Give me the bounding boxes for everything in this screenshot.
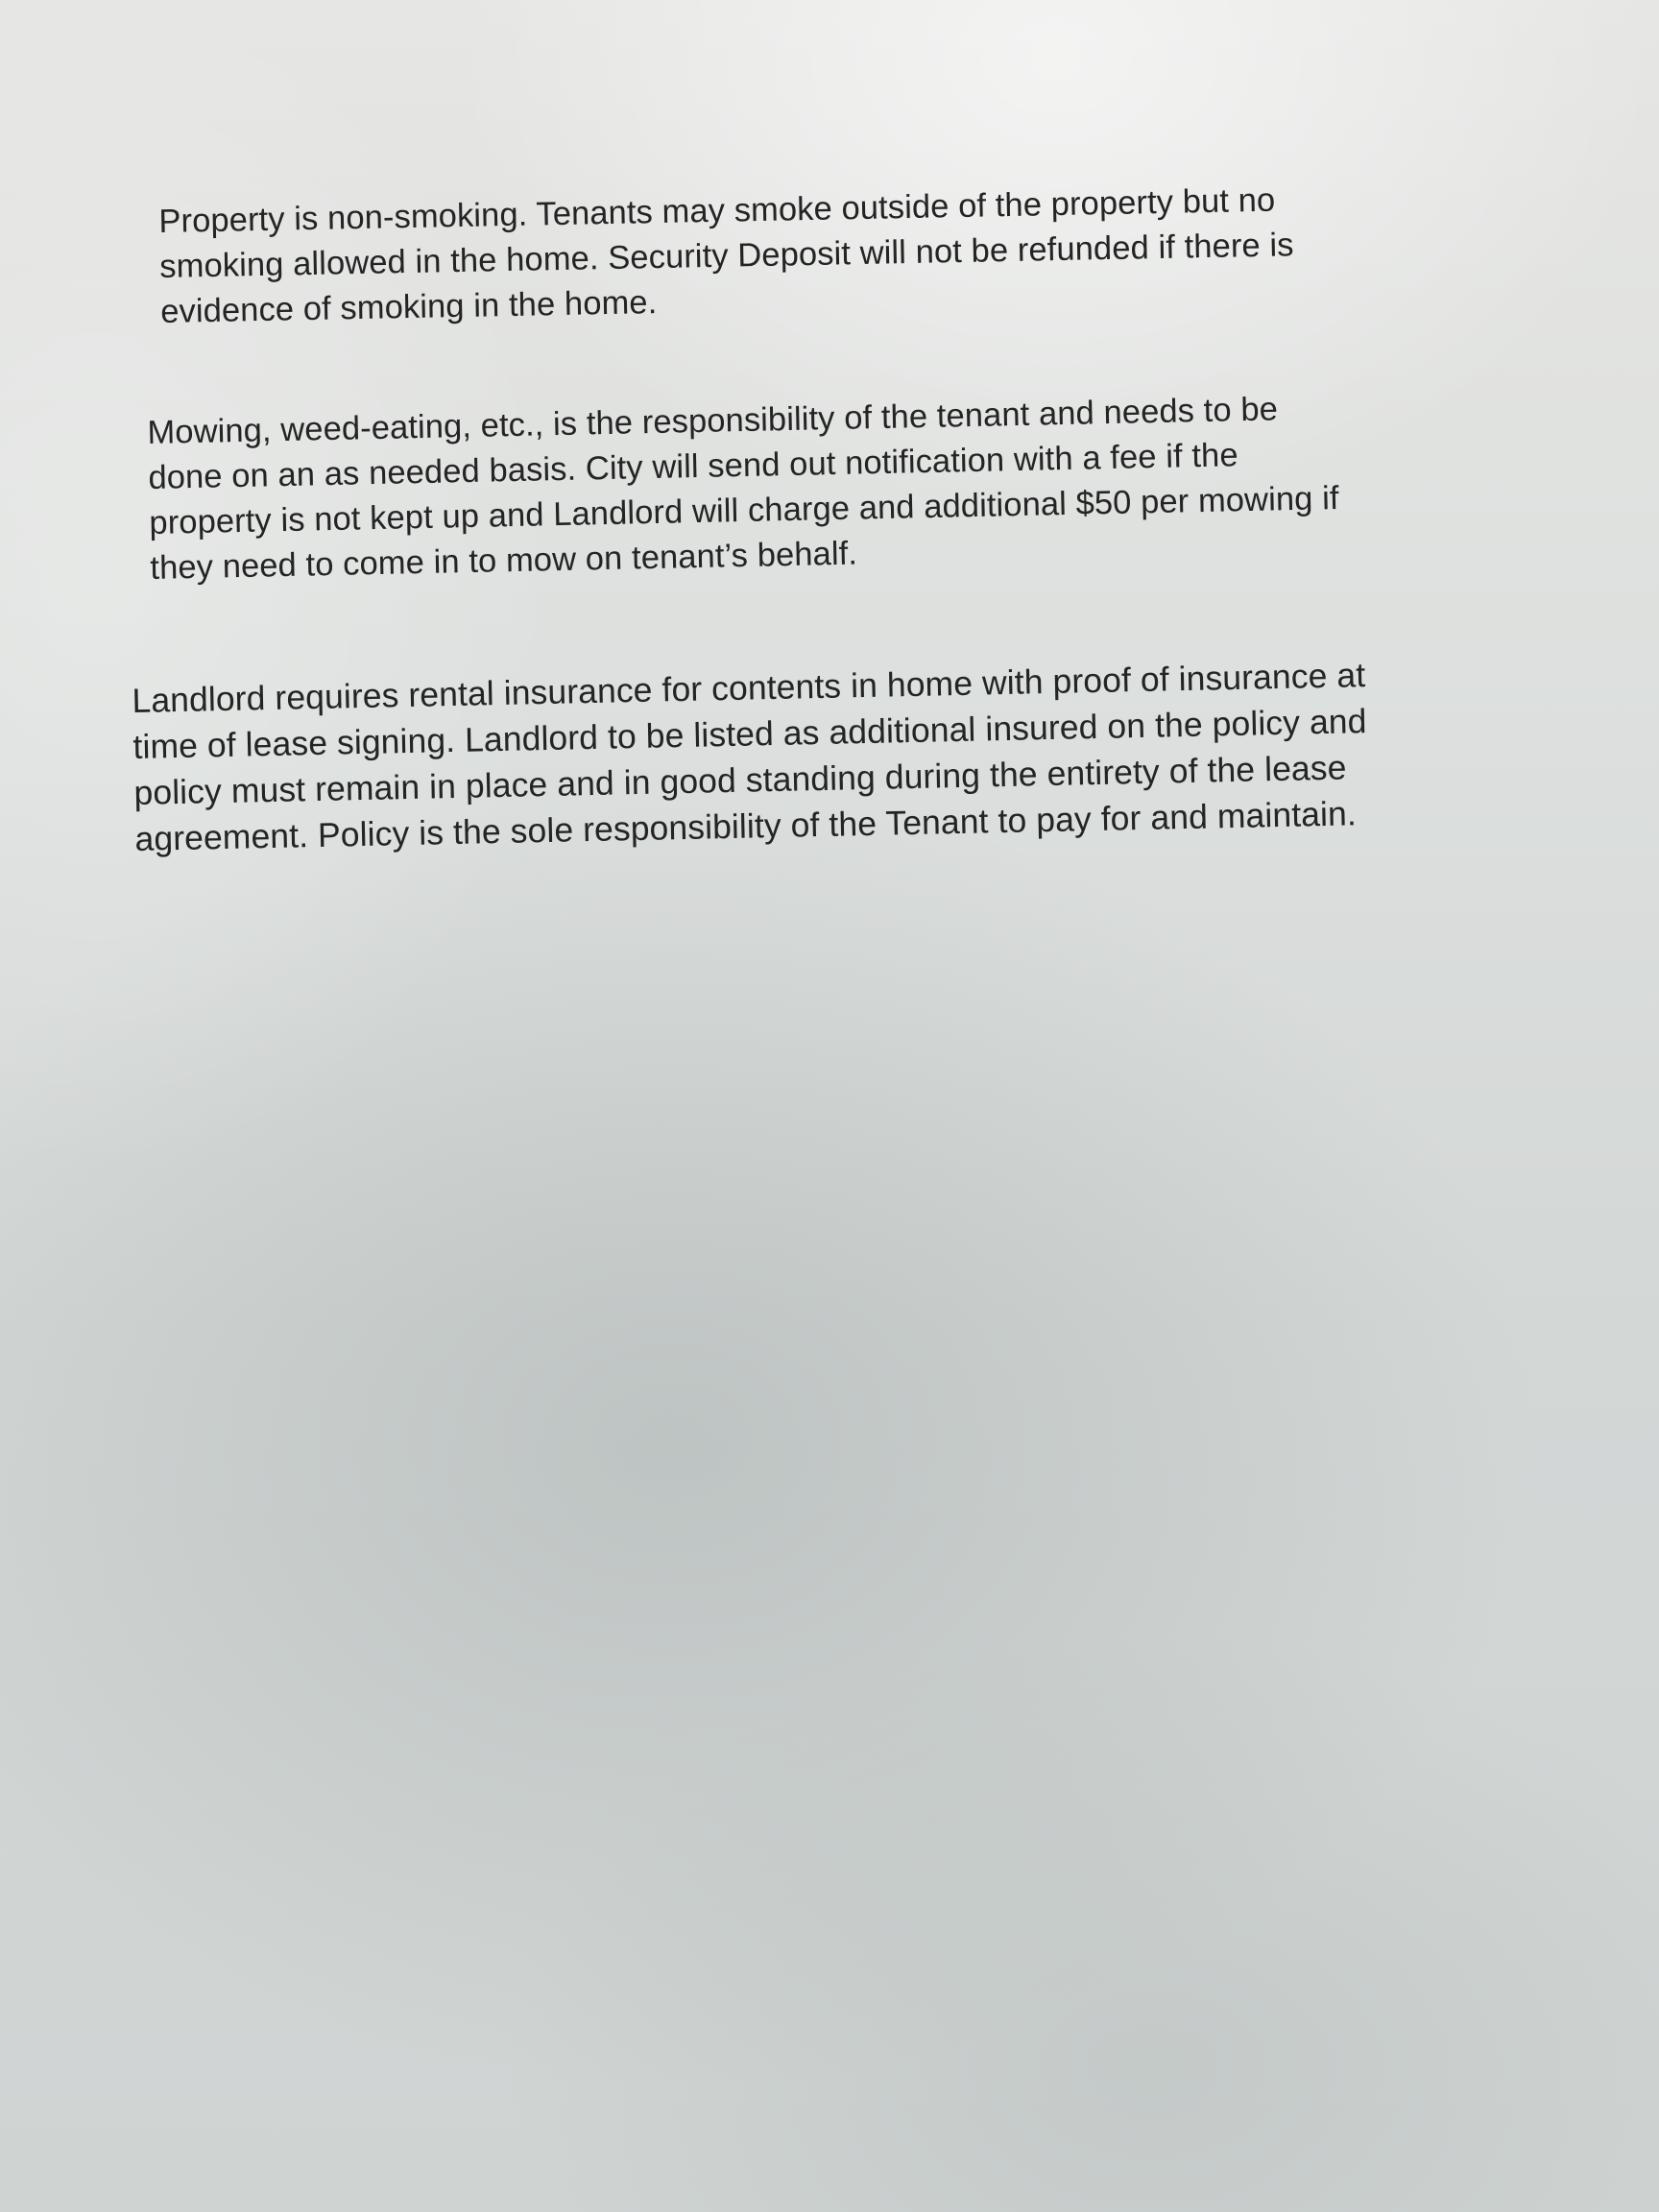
paragraph-line: time of lease signing. Landlord to be listed as additional insured on the policy and xyxy=(132,702,1367,766)
smoking-policy-paragraph xyxy=(158,178,1295,335)
insurance-policy-paragraph xyxy=(132,652,1369,862)
paragraph-line: smoking allowed in the home. Security Deposit will not be refunded if there is xyxy=(158,227,1294,285)
paragraph-line: they need to come in to mow on tenant’s behalf. xyxy=(150,535,858,587)
paragraph-line: agreement. Policy is the sole responsibility of the Tenant to pay for and maintain. xyxy=(134,794,1358,858)
paragraph-line: evidence of smoking in the home. xyxy=(159,284,658,330)
paragraph-line: done on an as needed basis. City will send out notification with a fee if the xyxy=(148,437,1239,496)
paragraph-line: property is not kept up and Landlord will charge and additional $50 per mowing if xyxy=(149,480,1339,541)
paragraph-line: Landlord requires rental insurance for contents in home with proof of insurance at xyxy=(132,656,1366,720)
paragraph-line: policy must remain in place and in good standing during the entirety of the lease xyxy=(133,748,1347,812)
paragraph-line: Mowing, weed-eating, etc., is the responsibility of the tenant and needs to be xyxy=(147,391,1279,451)
mowing-policy-paragraph xyxy=(147,386,1340,591)
paragraph-line: Property is non-smoking. Tenants may smoke outside of the property but no xyxy=(158,181,1276,240)
